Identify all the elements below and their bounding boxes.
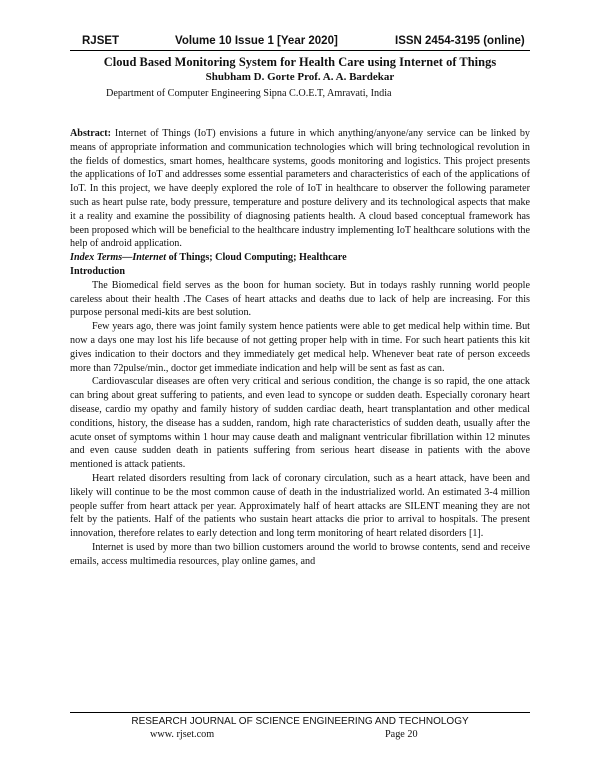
abstract-text: Internet of Things (IoT) envisions a future in which anything/anyone/any service can be linked by means of appropriate information and communication technologies which will bring technological revolution in the fields of domestics, smart homes, healthcare systems, goods monitoring and logistics. This project presents the applications of IoT and addresses some essential parameters and characteristics of each of the applications of IoT. In this project, we have deeply explored the role of IoT in healthcare to observer the following parameter such as heart pulse rate, body pressure, temperature and posture delivery and its technological aspects that make it a reality and examine the possibility of diagnosing patients health. A cloud based conceptual framework has been proposed which will be beneficial to the healthcare industry implementing IoT healthcare solutions with the help of android application.: [70, 128, 530, 250]
paragraph: The Biomedical field serves as the boon for human society. But in todays rashly running world people careless about their health .The Cases of heart attacks and deaths due to lack of help are increasing. For this purpose personal medi-kits are best solution.: [70, 279, 530, 319]
running-header: [70, 35, 530, 49]
index-terms: [70, 251, 530, 265]
paper-body: [70, 127, 530, 569]
paragraph: Few years ago, there was joint family system hence patients were able to get medical help within time. But now a days one may lost his life because of not getting proper help with in time. For such heart patients this kit gives indication to their doctors and they immediately get medical help. Whenever beat rate of person exceeds more than 72pulse/min., doctor get immediate indication and help will be sent as fast as can.: [70, 321, 530, 374]
page-number: Page 20: [385, 729, 418, 740]
paragraph: Cardiovascular diseases are often very critical and serious condition, the change is so rapid, the one attack can bring about great suffering to patients, and even lead to syncope or sudden death. Especially coronary heart disease, cardio my opathy and family history of sudden cardiac death, heart transplantation and other medical conditions, history, the disease has a sudden, random, high rate characteristics of sudden death, usually after the acute onset of symptoms within 1 hour may cause death and malignant ventricular fibrillation within 12 minutes and even cause sudden death in patients suffering from serious heart disease in patients with the above mentioned is attack patients.: [70, 376, 530, 471]
abstract-label: Abstract:: [70, 128, 112, 139]
footer-journal-name: RESEARCH JOURNAL OF SCIENCE ENGINEERING AND TECHNOLOGY: [131, 716, 469, 727]
footer-url: www. rjset.com: [150, 729, 215, 740]
volume-issue: Volume 10 Issue 1 [Year 2020]: [175, 35, 338, 47]
paragraph: Heart related disorders resulting from lack of coronary circulation, such as a heart attack, have been and likely will continue to be the most common cause of death in the industrialized world. An estimated 3-4 million people suffer from heart attack per year. Approximately half of heart attacks are SILENT meaning they are not felt by the patients. Half of the patients who sustain heart attacks die prior to arrival to hospitals. The present innovation, therefore relates to early detection and long term monitoring of heart related disorders [1].: [70, 472, 530, 540]
footer-rule: [70, 712, 530, 713]
paper-authors: Shubham D. Gorte Prof. A. A. Bardekar: [205, 71, 395, 83]
index-terms-text: of Things; Cloud Computing; Healthcare: [166, 252, 347, 264]
issn: ISSN 2454-3195 (online): [395, 35, 525, 47]
paper-affiliation: Department of Computer Engineering Sipna C.O.E.T, Amravati, India: [106, 88, 392, 99]
journal-abbrev: RJSET: [82, 35, 120, 47]
section-heading-introduction: Introduction: [70, 265, 125, 277]
paragraph: Internet is used by more than two billion customers around the world to browse contents, send and receive emails, access multimedia resources, play online games, and: [70, 541, 530, 567]
footer-line: [70, 729, 530, 742]
abstract: [70, 127, 530, 251]
paper-title: Cloud Based Monitoring System for Health Care using Internet of Things: [103, 55, 497, 69]
index-terms-label: Index Terms—Internet: [70, 252, 167, 264]
header-rule: [70, 50, 530, 51]
